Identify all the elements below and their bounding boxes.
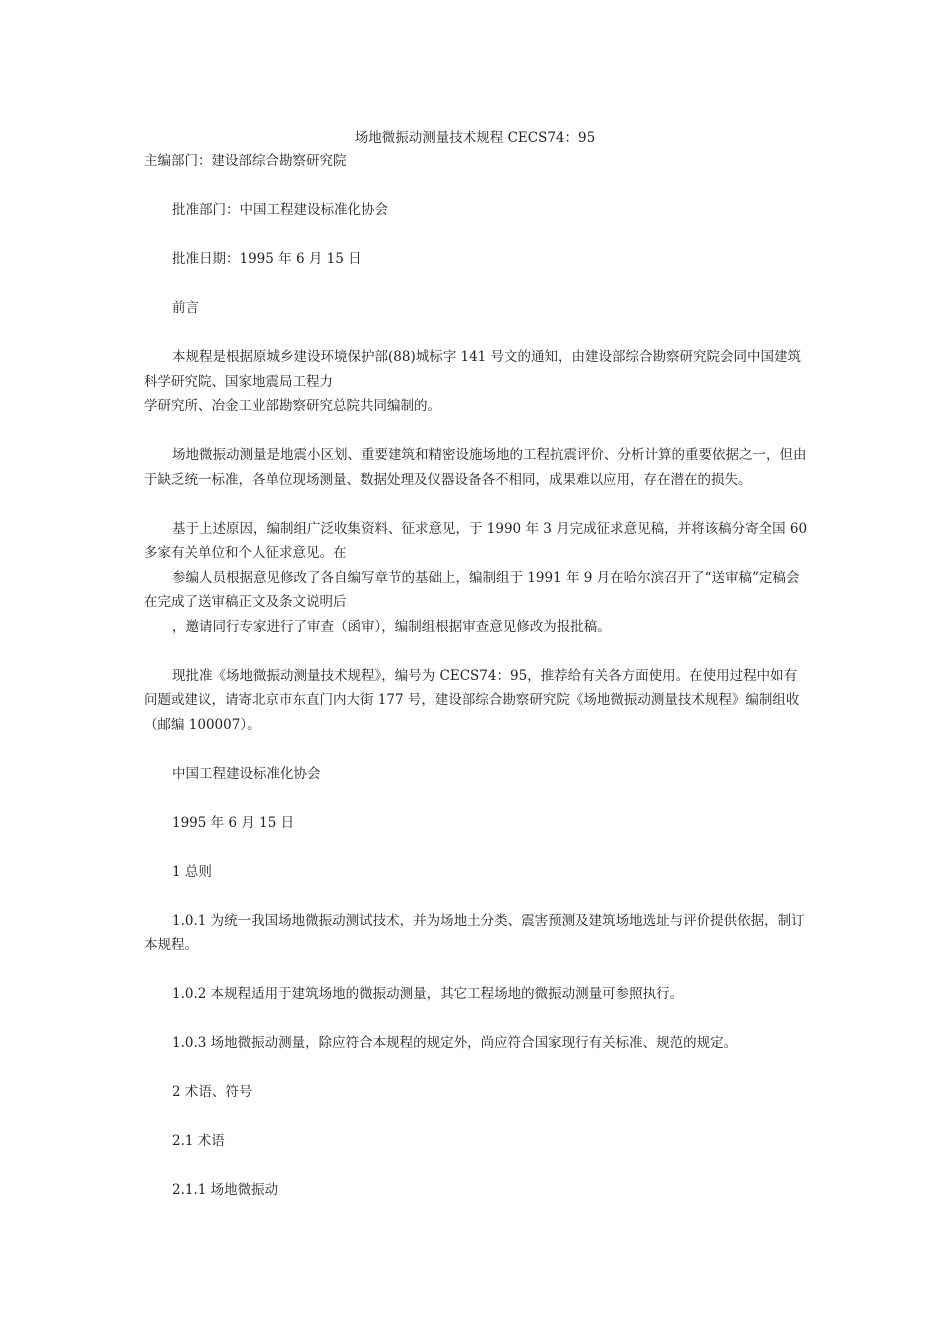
foreword-p3-line-2: 参编人员根据意见修改了各自编写章节的基础上，编制组于 1991 年 9 月在哈尔滨召开了“送审稿”定稿会在完成了送审稿正文及条文说明后 <box>144 569 800 610</box>
clause-1-0-2: 1.0.2 本规程适用于建筑场地的微振动测量，其它工程场地的微振动测量可参照执行。 <box>172 986 684 1002</box>
foreword-heading: 前言 <box>172 300 199 316</box>
document-title: 场地微振动测量技术规程 CECS74：95 <box>354 130 596 146</box>
section-2-1-heading: 2.1 术语 <box>172 1133 225 1149</box>
section-2-heading: 2 术语、符号 <box>172 1084 253 1100</box>
approval-department: 批准部门：中国工程建设标准化协会 <box>172 202 388 218</box>
document-body <box>144 149 808 1203</box>
section-1-heading: 1 总则 <box>172 863 212 880</box>
clause-1-0-3: 1.0.3 场地微振动测量，除应符合本规程的规定外，尚应符合国家现行有关标准、规范的规定。 <box>172 1035 738 1051</box>
foreword-paragraph-2: 场地微振动测量是地震小区划、重要建筑和精密设施场地的工程抗震评价、分析计算的重要依据之一，但由于缺乏统一标准，各单位现场测量、数据处理及仪器设备各不相同，成果难以应用，存在潜在的损失。 <box>144 447 807 488</box>
foreword-p3-line-1: 基于上述原因，编制组广泛收集资料、征求意见，于 1990 年 3 月完成征求意见稿，并将该稿分寄全国 60 多家有关单位和个人征求意见。在 <box>144 520 808 561</box>
clause-1-0-1: 1.0.1 为统一我国场地微振动测试技术，并为场地土分类、震害预测及建筑场地选址与评价提供依据，制订本规程。 <box>144 912 805 953</box>
foreword-paragraph-4: 现批准《场地微振动测量技术规程》，编号为 CECS74：95，推荐给有关各方面使用。在使用过程中如有问题或建议，请寄北京市东直门内大街 177 号，建设部综合勘察研究院《场地微振动测量技术规程》编制组收（邮编 100007）。 <box>144 667 800 733</box>
foreword-p1-line-2: 学研究所、冶金工业部勘察研究总院共同编制的。 <box>144 398 441 414</box>
term-2-1-1: 2.1.1 场地微振动 <box>172 1182 279 1198</box>
foreword-p1-line-1: 本规程是根据原城乡建设环境保护部(88)城标字 141 号文的通知，由建设部综合勘察研究院会同中国建筑科学研究院、国家地震局工程力 <box>144 349 802 390</box>
editor-department: 主编部门：建设部综合勘察研究院 <box>144 153 347 169</box>
foreword-signature-date: 1995 年 6 月 15 日 <box>172 814 295 831</box>
foreword-signature: 中国工程建设标准化协会 <box>172 765 321 782</box>
foreword-p3-line-3: ，邀请同行专家进行了审查（函审），编制组根据审查意见修改为报批稿。 <box>172 618 611 635</box>
foreword-paragraph-3 <box>144 517 808 640</box>
approval-date: 批准日期：1995 年 6 月 15 日 <box>172 251 362 267</box>
foreword-paragraph-1 <box>144 345 808 419</box>
